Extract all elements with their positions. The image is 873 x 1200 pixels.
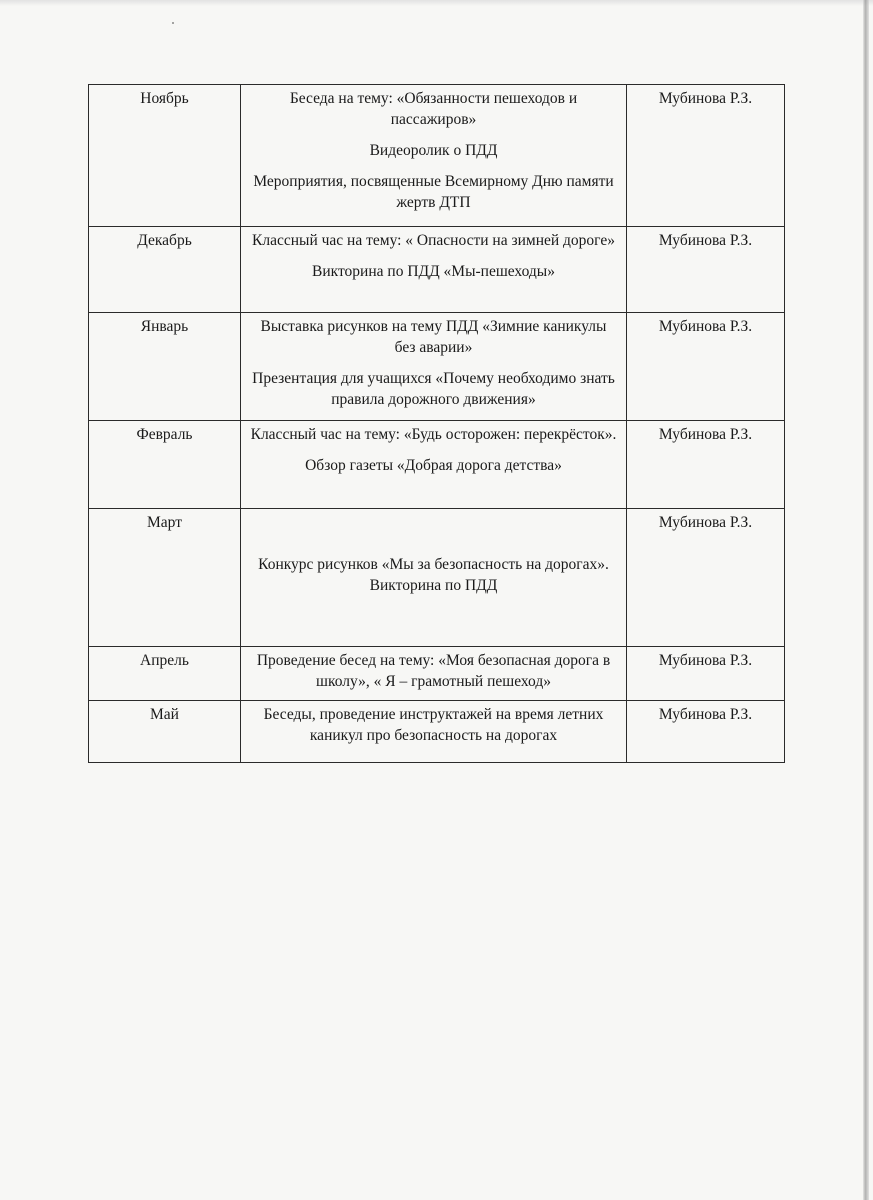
table-row bbox=[89, 85, 785, 227]
table-row bbox=[89, 313, 785, 421]
event-item: Викторина по ПДД «Мы-пешеходы» bbox=[312, 263, 555, 280]
scan-top-shadow bbox=[0, 0, 873, 6]
event-item: Выставка рисунков на тему ПДД «Зимние каникулы без аварии» bbox=[260, 318, 607, 356]
month-cell: Февраль bbox=[89, 421, 241, 509]
events-cell bbox=[241, 227, 627, 313]
responsible-cell: Мубинова Р.З. bbox=[627, 85, 785, 227]
events-cell bbox=[241, 85, 627, 227]
scan-speck bbox=[172, 22, 174, 24]
responsible-cell: Мубинова Р.З. bbox=[627, 509, 785, 647]
month-cell: Апрель bbox=[89, 647, 241, 701]
table-row bbox=[89, 421, 785, 509]
responsible-cell: Мубинова Р.З. bbox=[627, 701, 785, 763]
table-row bbox=[89, 509, 785, 647]
responsible-cell: Мубинова Р.З. bbox=[627, 421, 785, 509]
month-cell: Ноябрь bbox=[89, 85, 241, 227]
month-cell: Май bbox=[89, 701, 241, 763]
event-item: Видеоролик о ПДД bbox=[369, 142, 498, 159]
event-item: Классный час на тему: « Опасности на зимней дороге» bbox=[252, 232, 615, 249]
event-item: Беседа на тему: «Обязанности пешеходов и пассажиров» bbox=[289, 90, 578, 128]
event-item: Презентация для учащихся «Почему необходимо знать правила дорожного движения» bbox=[252, 370, 615, 408]
event-item: Беседы, проведение инструктажей на время летних каникул про безопасность на дорогах bbox=[263, 706, 604, 744]
events-cell bbox=[241, 313, 627, 421]
scan-right-edge bbox=[863, 0, 869, 1200]
table-row bbox=[89, 647, 785, 701]
event-item: Обзор газеты «Добрая дорога детства» bbox=[305, 457, 562, 474]
responsible-cell: Мубинова Р.З. bbox=[627, 313, 785, 421]
event-item: Классный час на тему: «Будь осторожен: перекрёсток». bbox=[250, 426, 617, 443]
table-row bbox=[89, 701, 785, 763]
month-cell: Декабрь bbox=[89, 227, 241, 313]
responsible-cell: Мубинова Р.З. bbox=[627, 227, 785, 313]
event-item: Мероприятия, посвященные Всемирному Дню памяти жертв ДТП bbox=[253, 173, 614, 211]
event-item: Конкурс рисунков «Мы за безопасность на дорогах». Викторина по ПДД bbox=[258, 556, 644, 594]
month-cell: Март bbox=[89, 509, 241, 647]
responsible-cell: Мубинова Р.З. bbox=[627, 647, 785, 701]
event-item: Проведение бесед на тему: «Моя безопасная дорога в школу», « Я – грамотный пешеход» bbox=[256, 652, 611, 690]
events-cell bbox=[241, 701, 627, 763]
events-cell bbox=[241, 421, 627, 509]
month-cell: Январь bbox=[89, 313, 241, 421]
events-cell bbox=[241, 509, 644, 647]
events-plan-table bbox=[88, 84, 785, 763]
events-cell bbox=[241, 647, 627, 701]
table-row bbox=[89, 227, 785, 313]
